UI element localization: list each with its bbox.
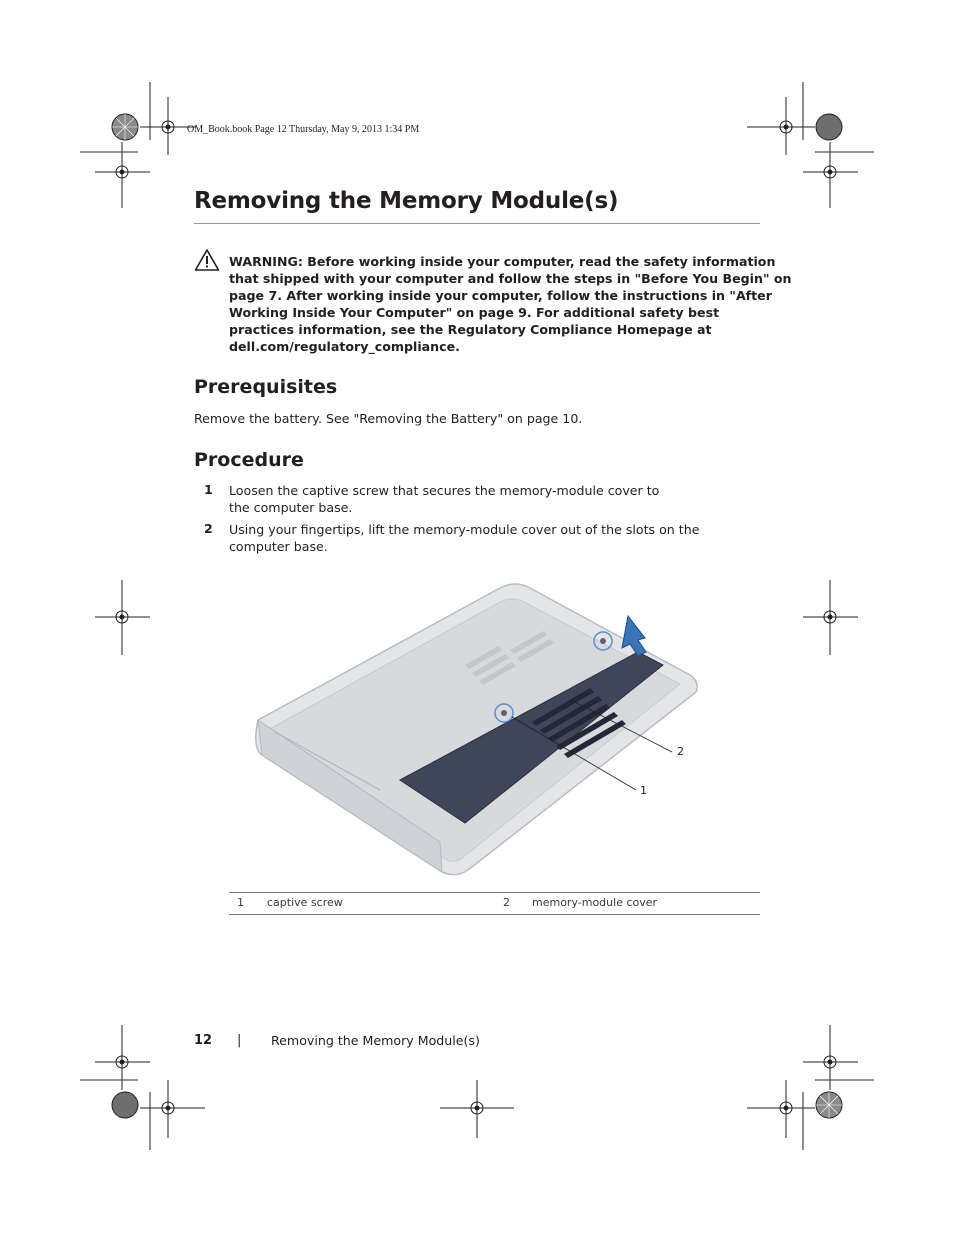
- step-line: computer base.: [229, 539, 328, 554]
- footer-separator: |: [237, 1033, 242, 1048]
- legend-bottom-rule: [229, 914, 760, 915]
- step-number: 2: [204, 521, 213, 536]
- warning-text: [229, 253, 792, 355]
- laptop-base-illustration: [250, 580, 700, 880]
- legend-label: memory-module cover: [532, 896, 658, 909]
- step-text: [229, 482, 659, 516]
- legend-label: captive screw: [267, 896, 343, 909]
- warning-line: Working Inside Your Computer" on page 9. For additional safety best: [229, 305, 720, 320]
- step-number: 1: [204, 482, 213, 497]
- step-line: Loosen the captive screw that secures the memory-module cover to: [229, 483, 660, 498]
- print-header: OM_Book.book Page 12 Thursday, May 9, 2013 1:34 PM: [187, 124, 420, 135]
- step-line: the computer base.: [229, 500, 353, 515]
- warning-line: page 7. After working inside your computer, follow the instructions in "After: [229, 288, 772, 303]
- legend-num: 2: [503, 896, 510, 909]
- warning-line: that shipped with your computer and follow the steps in "Before You Begin" on: [229, 271, 792, 286]
- warning-line: practices information, see the Regulatory Compliance Homepage at: [229, 322, 712, 337]
- warning-line: WARNING: Before working inside your computer, read the safety information: [229, 254, 776, 269]
- prerequisites-heading: Prerequisites: [194, 376, 338, 398]
- page-number: 12: [194, 1033, 213, 1048]
- procedure-heading: Procedure: [194, 449, 304, 471]
- title-underline: [194, 223, 760, 224]
- warning-triangle-icon: [194, 248, 220, 272]
- footer-title: Removing the Memory Module(s): [271, 1033, 480, 1048]
- warning-line: dell.com/regulatory_compliance.: [229, 339, 460, 354]
- step-line: Using your fingertips, lift the memory-module cover out of the slots on the: [229, 522, 700, 537]
- step-text: [229, 521, 699, 555]
- page-title: Removing the Memory Module(s): [194, 188, 619, 214]
- legend-num: 1: [237, 896, 244, 909]
- callout-1: 1: [640, 784, 647, 797]
- prerequisites-text: Remove the battery. See "Removing the Battery" on page 10.: [194, 411, 583, 426]
- legend-top-rule: [229, 892, 760, 893]
- callout-2: 2: [677, 745, 684, 758]
